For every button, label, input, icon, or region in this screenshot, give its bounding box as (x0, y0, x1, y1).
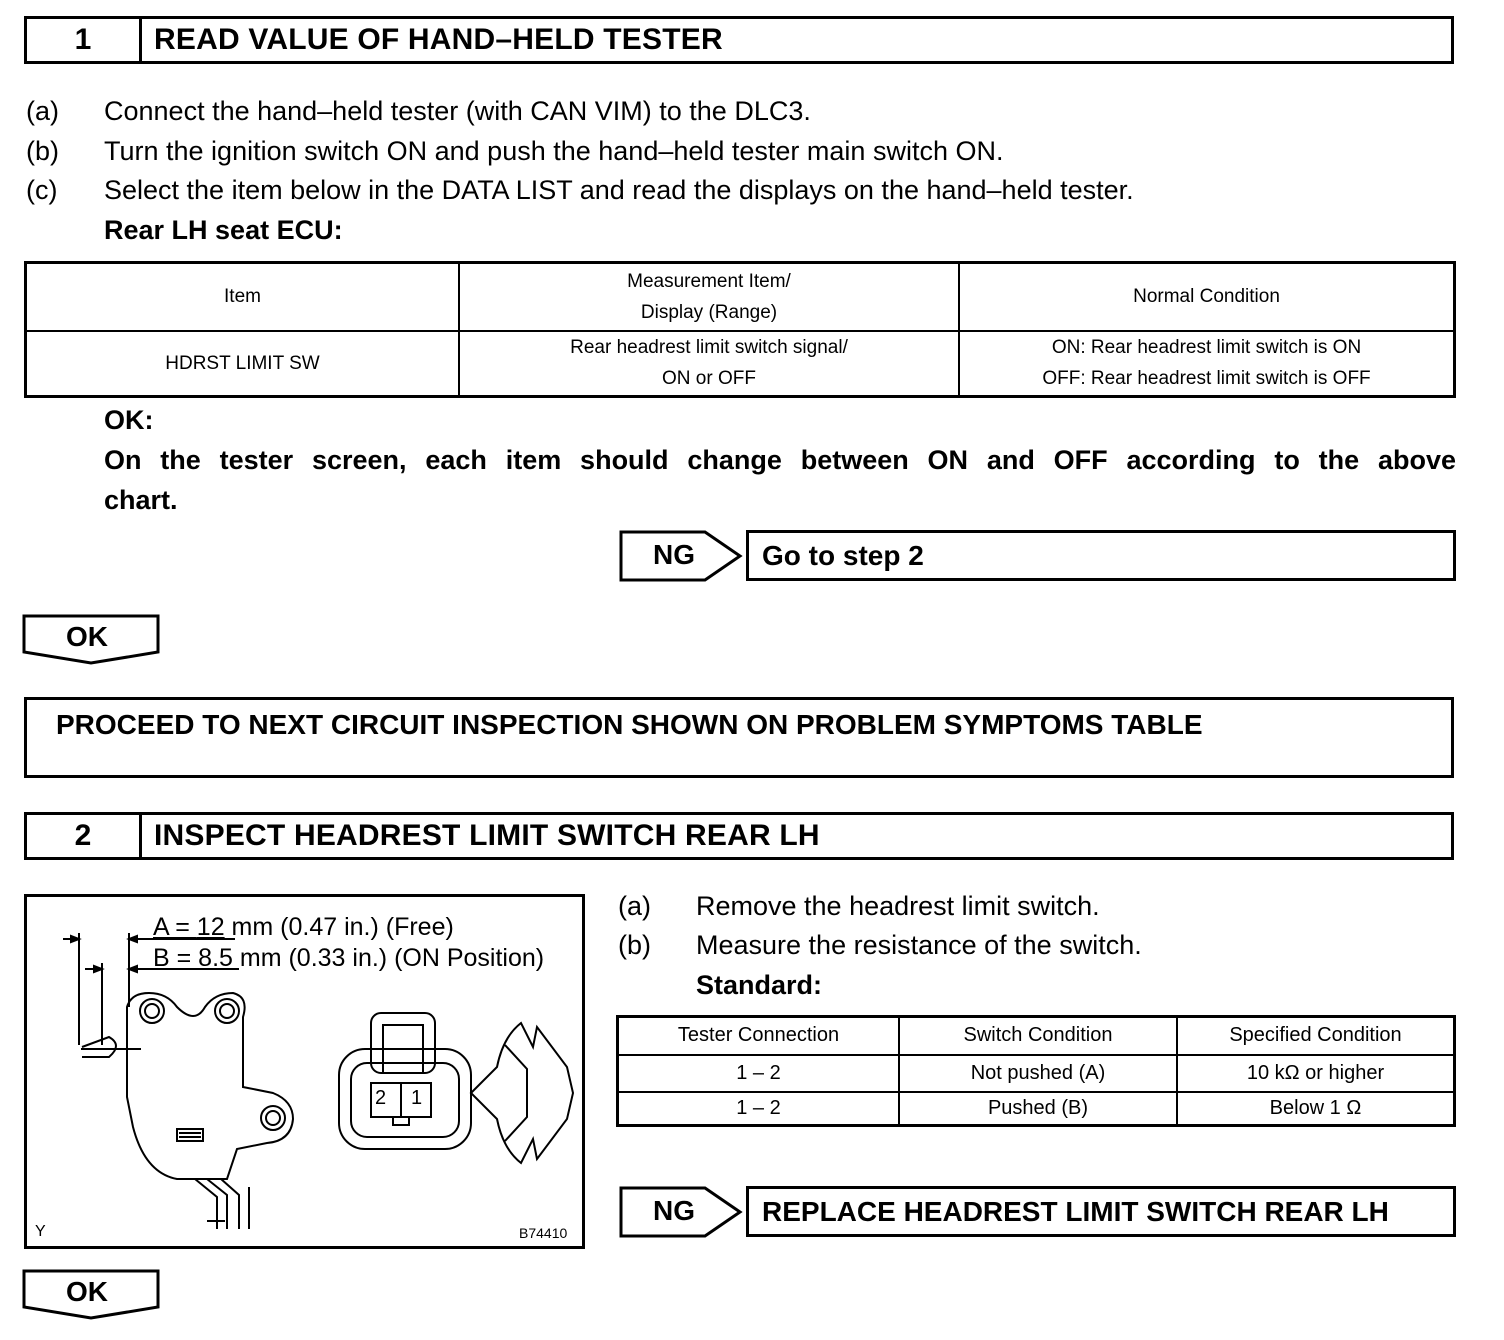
cell-switch-condition: Pushed (B) (899, 1092, 1177, 1126)
proceed-box (24, 697, 1454, 778)
header-measurement-line1: Measurement Item/ (627, 270, 791, 292)
step-2-header (24, 812, 1454, 860)
header-normal-condition: Normal Condition (959, 263, 1455, 331)
pin-1-label: 1 (411, 1087, 423, 1109)
cell-tester-connection: 1 – 2 (618, 1055, 900, 1092)
table-row (618, 1055, 1455, 1092)
instruction-text: Remove the headrest limit switch. (696, 891, 1100, 921)
instruction-text: Measure the resistance of the switch. (696, 930, 1142, 960)
dim-a-prefix: A = (153, 913, 197, 941)
standard-table (616, 1015, 1456, 1127)
cell-measurement-line1: Rear headrest limit switch signal/ (570, 337, 848, 359)
ng-label: NG (653, 539, 695, 570)
dim-b-label (153, 944, 544, 973)
instruction-label: (a) (26, 96, 59, 126)
cell-item: HDRST LIMIT SW (26, 331, 460, 397)
ng-result-box (746, 530, 1456, 581)
ok-tab-label: OK (66, 1276, 108, 1307)
data-list-table (24, 261, 1456, 398)
dim-b-prefix: B = (153, 944, 199, 972)
cell-measurement-line2: ON or OFF (662, 368, 756, 390)
table-header-row (618, 1017, 1455, 1055)
header-specified-condition: Specified Condition (1177, 1017, 1455, 1055)
step-title: READ VALUE OF HAND–HELD TESTER (154, 23, 723, 56)
dim-a-suffix: mm (0.47 in.) (Free) (224, 913, 454, 941)
instruction-text: Turn the ignition switch ON and push the hand–held tester main switch ON. (104, 136, 1004, 166)
pin-2-label: 2 (375, 1087, 387, 1109)
step-number: 2 (27, 815, 142, 857)
ok-criteria-line2: chart. (104, 485, 178, 515)
header-tester-connection: Tester Connection (618, 1017, 900, 1055)
switch-figure (24, 894, 585, 1249)
proceed-text: PROCEED TO NEXT CIRCUIT INSPECTION SHOWN ON PROBLEM SYMPTOMS TABLE (56, 709, 1203, 740)
table-header-row (26, 263, 1455, 331)
header-item: Item (26, 263, 460, 331)
cell-specified-condition: 10 kΩ or higher (1177, 1055, 1455, 1092)
step-1-header (24, 16, 1454, 64)
cell-normal-line2: OFF: Rear headrest limit switch is OFF (1042, 368, 1371, 390)
cell-normal-condition (959, 331, 1455, 397)
instruction-text: Select the item below in the DATA LIST and read the displays on the hand–held tester. (104, 175, 1134, 205)
step-number: 1 (27, 19, 142, 61)
figure-code: B74410 (519, 1225, 568, 1241)
instruction-label: (c) (26, 175, 58, 205)
cell-tester-connection: 1 – 2 (618, 1092, 900, 1126)
dim-b-value: 8.5 (198, 944, 233, 972)
instruction-text: Connect the hand–held tester (with CAN VIM) to the DLC3. (104, 96, 811, 126)
instruction-label: (b) (618, 930, 651, 960)
figure-corner-letter: Y (35, 1223, 46, 1240)
step-title: INSPECT HEADREST LIMIT SWITCH REAR LH (154, 819, 820, 852)
cell-measurement (459, 331, 959, 397)
dim-a-value: 12 (196, 913, 225, 941)
table-row (26, 331, 1455, 397)
cell-switch-condition: Not pushed (A) (899, 1055, 1177, 1092)
ng-label: NG (653, 1195, 695, 1226)
instruction-label: (a) (618, 891, 651, 921)
standard-heading: Standard: (696, 970, 823, 1000)
ok-criteria-line1: On the tester screen, each item should change between ON and OFF according to the above (104, 445, 1456, 475)
cell-normal-line1: ON: Rear headrest limit switch is ON (1051, 337, 1362, 359)
cell-specified-condition: Below 1 Ω (1177, 1092, 1455, 1126)
dim-a-label (153, 913, 454, 942)
header-measurement-line2: Display (Range) (640, 301, 778, 323)
ng-result-text: Go to step 2 (762, 539, 924, 571)
header-switch-condition: Switch Condition (899, 1017, 1177, 1055)
header-measurement (459, 263, 959, 331)
ecu-heading: Rear LH seat ECU: (104, 215, 343, 245)
ng-result-box (746, 1186, 1456, 1237)
ok-tab-label: OK (66, 621, 108, 652)
table-row (618, 1092, 1455, 1126)
ok-heading: OK: (104, 405, 154, 435)
dim-b-suffix: mm (0.33 in.) (ON Position) (232, 944, 545, 972)
instruction-label: (b) (26, 136, 59, 166)
ng-result-text: REPLACE HEADREST LIMIT SWITCH REAR LH (762, 1195, 1389, 1227)
